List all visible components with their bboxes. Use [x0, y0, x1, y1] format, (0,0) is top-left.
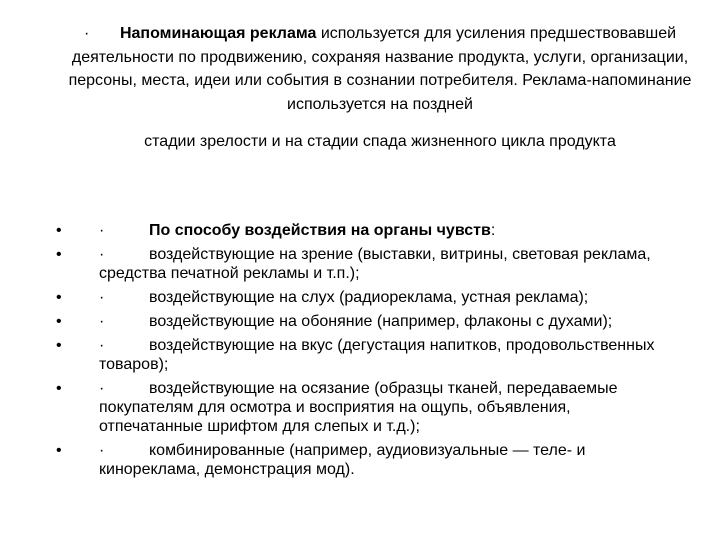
list-item-text: воздействующие на слух (радиореклама, устная реклама);	[149, 289, 589, 306]
list-item	[56, 336, 656, 374]
list-item-text: воздействующие на обоняние (например, флаконы с духами);	[149, 313, 613, 330]
list-item-text: воздействующие на осязание (образцы тканей, передаваемые покупателям для осмотра и восприятия на ощупь, объявления, отпечатанные шрифтом для слепых и т.д.);	[99, 380, 618, 435]
bullet-icon: •	[56, 289, 62, 306]
dot-marker: ·	[99, 289, 105, 306]
bullet-icon: •	[56, 222, 62, 239]
dot-marker: ·	[99, 313, 105, 330]
intro-bold-term: Напоминающая реклама	[119, 25, 317, 42]
list-item-text: воздействующие на зрение (выставки, витрины, световая реклама, средства печатной рекламы и т.п.);	[99, 246, 651, 282]
bullet-icon: •	[56, 337, 62, 354]
intro-continuation: стадии зрелости и на стадии спада жизненного цикла продукта	[144, 133, 616, 150]
dot-marker: ·	[99, 380, 105, 397]
list-item	[56, 312, 656, 331]
bullet-icon: •	[56, 313, 62, 330]
list-item-text: :	[490, 222, 496, 239]
intro-text-line-1: используется для усиления	[316, 25, 526, 42]
list-item-text: воздействующие на вкус (дегустация напитков, продовольственных товаров);	[99, 337, 655, 373]
bullet-icon: •	[56, 442, 62, 459]
intro-text-rest: предшествовавшей деятельности по продвижению, сохраняя название продукта, услуги, организации, персоны, места, идеи или события в сознании потребителя. Реклама-напоминание используется на поздней	[68, 25, 692, 113]
sense-list	[56, 221, 656, 484]
dot-marker: ·	[99, 246, 105, 263]
intro-dot: ·	[83, 25, 90, 42]
list-item	[56, 245, 656, 283]
list-item	[56, 221, 656, 240]
dot-marker: ·	[99, 222, 105, 239]
dot-marker: ·	[99, 337, 105, 354]
bullet-icon: •	[56, 380, 62, 397]
list-item-text: комбинированные (например, аудиовизуальные — теле- и кинореклама, демонстрация мод).	[99, 442, 586, 478]
dot-marker: ·	[99, 442, 105, 459]
list-item	[56, 288, 656, 307]
list-item-bold: По способу воздействия на органы чувств	[149, 222, 491, 239]
list-item	[56, 379, 656, 436]
bullet-icon: •	[56, 246, 62, 263]
list-item	[56, 441, 656, 479]
intro-paragraph	[60, 22, 700, 116]
